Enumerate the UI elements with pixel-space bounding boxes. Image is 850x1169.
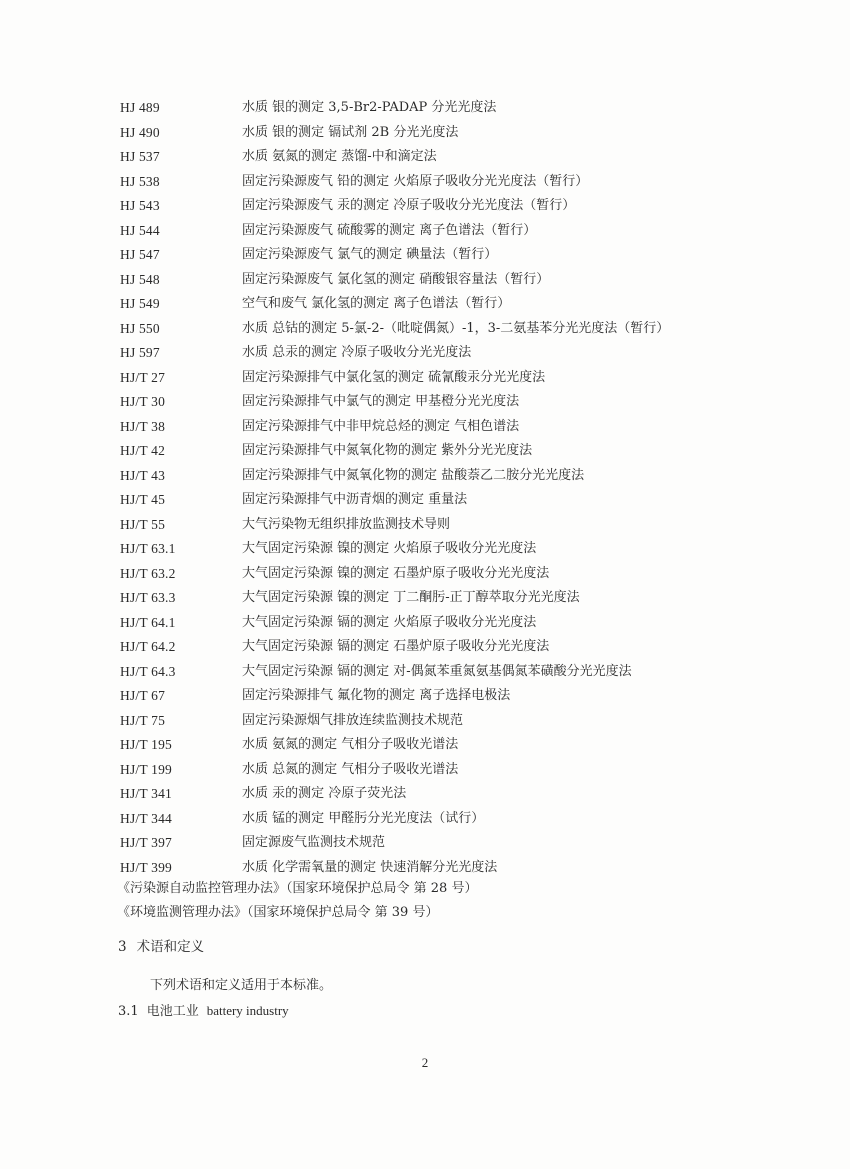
term-english: battery industry <box>206 1003 289 1018</box>
standard-row <box>120 318 800 343</box>
term-definition <box>118 1000 289 1022</box>
section-title: 术语和定义 <box>136 939 205 955</box>
regulation-references-list <box>117 878 477 926</box>
standard-code: HJ 490 <box>120 124 160 140</box>
standard-row <box>120 391 800 416</box>
standard-row <box>120 587 800 612</box>
standard-row <box>120 832 800 857</box>
term-chinese: 电池工业 <box>146 1004 199 1019</box>
standard-title: 固定污染源排气 氟化物的测定 离子选择电极法 <box>242 688 511 703</box>
standard-row <box>120 636 800 661</box>
standard-title: 水质 银的测定 3,5-Br2-PADAP 分光光度法 <box>242 100 497 115</box>
standard-row <box>120 514 800 539</box>
standard-code: HJ 544 <box>120 222 160 238</box>
standard-row <box>120 759 800 784</box>
standard-code: HJ/T 199 <box>120 761 172 777</box>
standard-title: 固定源废气监测技术规范 <box>242 835 386 850</box>
standard-title: 固定污染源排气中氮氧化物的测定 盐酸萘乙二胺分光光度法 <box>242 467 585 483</box>
standard-title: 固定污染源排气中非甲烷总烃的测定 气相色谱法 <box>242 418 520 434</box>
standard-row <box>120 465 800 490</box>
standard-code: HJ/T 45 <box>120 492 166 507</box>
standard-row <box>120 734 800 759</box>
standard-title: 固定污染源排气中沥青烟的测定 重量法 <box>242 492 468 507</box>
standard-code: HJ/T 75 <box>120 712 166 728</box>
standard-title: 水质 总钴的测定 5-氯-2-（吡啶偶氮）-1，3-二氨基苯分光光度法（暂行） <box>242 320 670 336</box>
standard-title: 水质 氨氮的测定 气相分子吸收光谱法 <box>242 737 459 752</box>
standard-code: HJ/T 38 <box>120 418 166 434</box>
standard-row <box>120 563 800 588</box>
standard-code: HJ 548 <box>120 271 160 287</box>
standard-row <box>120 146 800 171</box>
standard-code: HJ/T 399 <box>120 859 172 875</box>
normative-references-list <box>120 97 800 881</box>
standard-title: 固定污染源废气 氯化氢的测定 硝酸银容量法（暂行） <box>242 271 550 287</box>
standard-row <box>120 783 800 808</box>
standard-row <box>120 661 800 686</box>
standard-row <box>120 122 800 147</box>
standard-code: HJ/T 397 <box>120 835 172 850</box>
standard-code: HJ 597 <box>120 345 160 360</box>
standard-code: HJ 489 <box>120 100 160 115</box>
standard-code: HJ 537 <box>120 149 160 164</box>
standard-row <box>120 97 800 122</box>
page-number: 2 <box>421 1055 429 1070</box>
standard-row <box>120 293 800 318</box>
standard-title: 大气污染物无组织排放监测技术导则 <box>242 516 451 532</box>
regulation-reference: 《污染源自动监控管理办法》（国家环境保护总局令 第 28 号） <box>117 881 478 896</box>
standard-code: HJ/T 42 <box>120 443 166 458</box>
standard-row <box>120 220 800 245</box>
term-number: 3.1 <box>118 1004 139 1019</box>
standard-title: 水质 氨氮的测定 蒸馏-中和滴定法 <box>242 149 437 164</box>
standard-row <box>120 685 800 710</box>
standard-row <box>120 269 800 294</box>
standard-title: 固定污染源废气 硫酸雾的测定 离子色谱法（暂行） <box>242 222 537 238</box>
standard-code: HJ/T 344 <box>120 810 172 826</box>
standard-title: 大气固定污染源 镉的测定 火焰原子吸收分光光度法 <box>242 614 537 630</box>
standard-row <box>120 195 800 220</box>
standard-row <box>120 612 800 637</box>
standard-title: 空气和废气 氯化氢的测定 离子色谱法（暂行） <box>242 296 511 311</box>
standard-title: 水质 总汞的测定 冷原子吸收分光光度法 <box>242 345 472 360</box>
standard-title: 水质 银的测定 镉试剂 2B 分光光度法 <box>242 124 459 140</box>
standard-title: 固定污染源烟气排放连续监测技术规范 <box>242 712 464 728</box>
standard-title: 水质 汞的测定 冷原子荧光法 <box>242 786 407 801</box>
standard-code: HJ/T 67 <box>120 688 166 703</box>
standard-row <box>120 710 800 735</box>
standard-code: HJ/T 27 <box>120 369 166 385</box>
standard-code: HJ/T 64.2 <box>120 639 176 654</box>
standard-row <box>120 416 800 441</box>
standard-code: HJ/T 341 <box>120 786 172 801</box>
section-intro-paragraph: 下列术语和定义适用于本标准。 <box>150 978 333 993</box>
standard-code: HJ 550 <box>120 320 160 336</box>
standard-title: 大气固定污染源 镍的测定 石墨炉原子吸收分光光度法 <box>242 565 550 581</box>
standard-title: 固定污染源排气中氯气的测定 甲基橙分光光度法 <box>242 394 520 409</box>
standard-title: 水质 总氮的测定 气相分子吸收光谱法 <box>242 761 459 777</box>
standard-title: 固定污染源废气 氯气的测定 碘量法（暂行） <box>242 247 498 262</box>
standard-code: HJ/T 30 <box>120 394 166 409</box>
standard-code: HJ/T 63.3 <box>120 590 176 605</box>
standard-row <box>120 440 800 465</box>
standard-code: HJ 549 <box>120 296 160 311</box>
standard-row <box>120 171 800 196</box>
section-heading <box>118 937 204 958</box>
standard-title: 大气固定污染源 镍的测定 丁二酮肟-正丁醇萃取分光光度法 <box>242 590 580 605</box>
section-number: 3 <box>118 939 127 955</box>
standard-code: HJ/T 55 <box>120 516 166 532</box>
standard-row <box>120 538 800 563</box>
standard-title: 固定污染源排气中氮氧化物的测定 紫外分光光度法 <box>242 443 533 458</box>
standard-code: HJ 547 <box>120 247 160 262</box>
standard-code: HJ/T 63.1 <box>120 541 176 556</box>
standard-code: HJ 538 <box>120 173 160 189</box>
standard-code: HJ/T 43 <box>120 467 166 483</box>
standard-code: HJ/T 64.3 <box>120 663 176 679</box>
regulation-reference: 《环境监测管理办法》（国家环境保护总局令 第 39 号） <box>117 905 439 920</box>
standard-title: 固定污染源废气 汞的测定 冷原子吸收分光光度法（暂行） <box>242 198 576 213</box>
standard-code: HJ/T 63.2 <box>120 565 176 581</box>
standard-code: HJ 543 <box>120 198 160 213</box>
standard-title: 水质 化学需氧量的测定 快速消解分光光度法 <box>242 859 498 875</box>
standard-title: 大气固定污染源 镍的测定 火焰原子吸收分光光度法 <box>242 541 537 556</box>
standard-title: 固定污染源排气中氯化氢的测定 硫氰酸汞分光光度法 <box>242 369 546 385</box>
standard-title: 大气固定污染源 镉的测定 石墨炉原子吸收分光光度法 <box>242 639 550 654</box>
standard-title: 固定污染源废气 铅的测定 火焰原子吸收分光光度法（暂行） <box>242 173 589 189</box>
standard-code: HJ/T 195 <box>120 737 172 752</box>
standard-row <box>120 342 800 367</box>
standard-row <box>120 367 800 392</box>
standard-title: 水质 锰的测定 甲醛肟分光光度法（试行） <box>242 810 485 826</box>
standard-row <box>120 244 800 269</box>
standard-row <box>120 808 800 833</box>
standard-title: 大气固定污染源 镉的测定 对-偶氮苯重氮氨基偶氮苯磺酸分光光度法 <box>242 663 632 679</box>
standard-code: HJ/T 64.1 <box>120 614 176 630</box>
standard-row <box>120 489 800 514</box>
